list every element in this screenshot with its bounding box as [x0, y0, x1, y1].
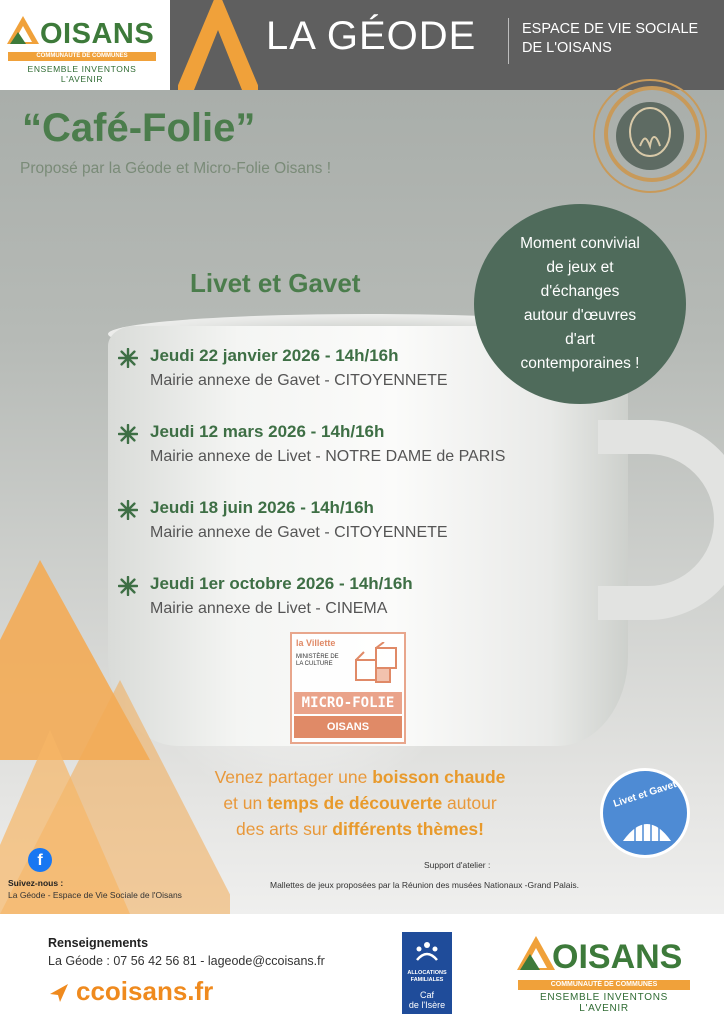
logo-tagline: ENSEMBLE INVENTONS L'AVENIR: [27, 64, 137, 84]
event-place: Mairie annexe de Livet - NOTRE DAME de PARIS: [150, 448, 506, 465]
asterisk-icon: [118, 576, 138, 596]
asterisk-icon: [118, 348, 138, 368]
badge-text: Livet et Gavet: [612, 779, 678, 810]
list-item: [118, 422, 588, 498]
event-place: Mairie annexe de Gavet - CITOYENNETE: [150, 524, 448, 541]
event-title: “Café-Folie”: [22, 106, 256, 150]
invite-bold: différents thèmes!: [332, 819, 484, 839]
event-list: [118, 346, 588, 650]
event-date: Jeudi 12 mars 2026 - 14h/16h: [150, 422, 385, 441]
microfolie-ministry: MINISTÈRE DE LA CULTURE: [296, 654, 339, 667]
caf-logo: [402, 932, 452, 1014]
event-date: Jeudi 22 janvier 2026 - 14h/16h: [150, 346, 399, 365]
invite-part: autour: [442, 793, 497, 813]
header-divider: [508, 18, 509, 64]
invite-bold: boisson chaude: [372, 767, 506, 787]
logo-band: COMMUNAUTÉ DE COMMUNES: [518, 980, 690, 990]
oisans-logo[interactable]: [0, 0, 170, 90]
info-title: Renseignements: [48, 936, 149, 950]
invite-part: des arts sur: [236, 819, 333, 839]
asterisk-icon: [118, 424, 138, 444]
footer: [0, 914, 724, 1024]
building-icon: [621, 813, 673, 843]
follow-text[interactable]: La Géode - Espace de Vie Sociale de l'Oisans: [8, 890, 182, 900]
support-label: Support d'atelier :: [424, 860, 491, 870]
leaf-circle-icon: [590, 76, 710, 196]
caf-line2: FAMILIALES: [410, 977, 444, 983]
event-date: Jeudi 1er octobre 2026 - 14h/16h: [150, 574, 413, 593]
follow-label: Suivez-nous :: [8, 878, 64, 888]
logo-tagline: ENSEMBLE INVENTONS L'AVENIR: [539, 992, 668, 1014]
microfolie-band: MICRO-FOLIE: [294, 692, 402, 714]
page-title: LA GÉODE: [266, 14, 477, 58]
support-text: Mallettes de jeux proposées par la Réunion des musées Nationaux -Grand Palais.: [270, 880, 580, 890]
header-subtitle: ESPACE DE VIE SOCIALE DE L'OISANS: [522, 21, 699, 56]
logo-word: OISANS: [40, 18, 155, 50]
oisans-footer-logo[interactable]: [516, 930, 696, 1016]
invite-bold: temps de découverte: [267, 793, 443, 813]
livet-gavet-badge: [600, 768, 690, 858]
microfolie-villette: la Villette: [296, 638, 336, 648]
list-item: [118, 346, 588, 422]
arrow-icon: [48, 982, 70, 1004]
event-place: Mairie annexe de Livet - CINEMA: [150, 600, 388, 617]
info-contact[interactable]: La Géode : 07 56 42 56 81 - lageode@ccoisans.fr: [48, 954, 325, 968]
logo-word: OISANS: [552, 938, 683, 976]
microfolie-sub: OISANS: [294, 716, 402, 738]
mountain-logo-icon: [516, 934, 556, 972]
website-link[interactable]: ccoisans.fr: [76, 976, 214, 1006]
event-place: Mairie annexe de Gavet - CITOYENNETE: [150, 372, 448, 389]
bubble-text: Moment convivial de jeux et d'échanges autour d'œuvres d'art contemporaines !: [520, 235, 640, 372]
caf-main: Caf de l'Isère: [408, 990, 446, 1010]
invite-part: et un: [223, 793, 268, 813]
poster-main: [0, 90, 724, 914]
cubes-icon: [352, 642, 402, 684]
invite-text: [150, 764, 570, 842]
caf-line1: ALLOCATIONS: [407, 970, 447, 976]
asterisk-icon: [118, 500, 138, 520]
event-subtitle: Proposé par la Géode et Micro-Folie Oisans !: [20, 160, 331, 177]
triangle-decoration-icon: [178, 0, 258, 90]
mountain-logo-icon: [6, 14, 40, 46]
caf-family-icon: [414, 940, 440, 962]
logo-band: COMMUNAUTÉ DE COMMUNES: [8, 52, 156, 61]
event-date: Jeudi 18 juin 2026 - 14h/16h: [150, 498, 374, 517]
facebook-icon[interactable]: f: [28, 848, 52, 872]
microfolie-logo: [290, 632, 406, 744]
location-heading: Livet et Gavet: [190, 268, 361, 298]
mug-handle: [598, 420, 724, 620]
invite-part: Venez partager une: [214, 767, 373, 787]
list-item: [118, 498, 588, 574]
